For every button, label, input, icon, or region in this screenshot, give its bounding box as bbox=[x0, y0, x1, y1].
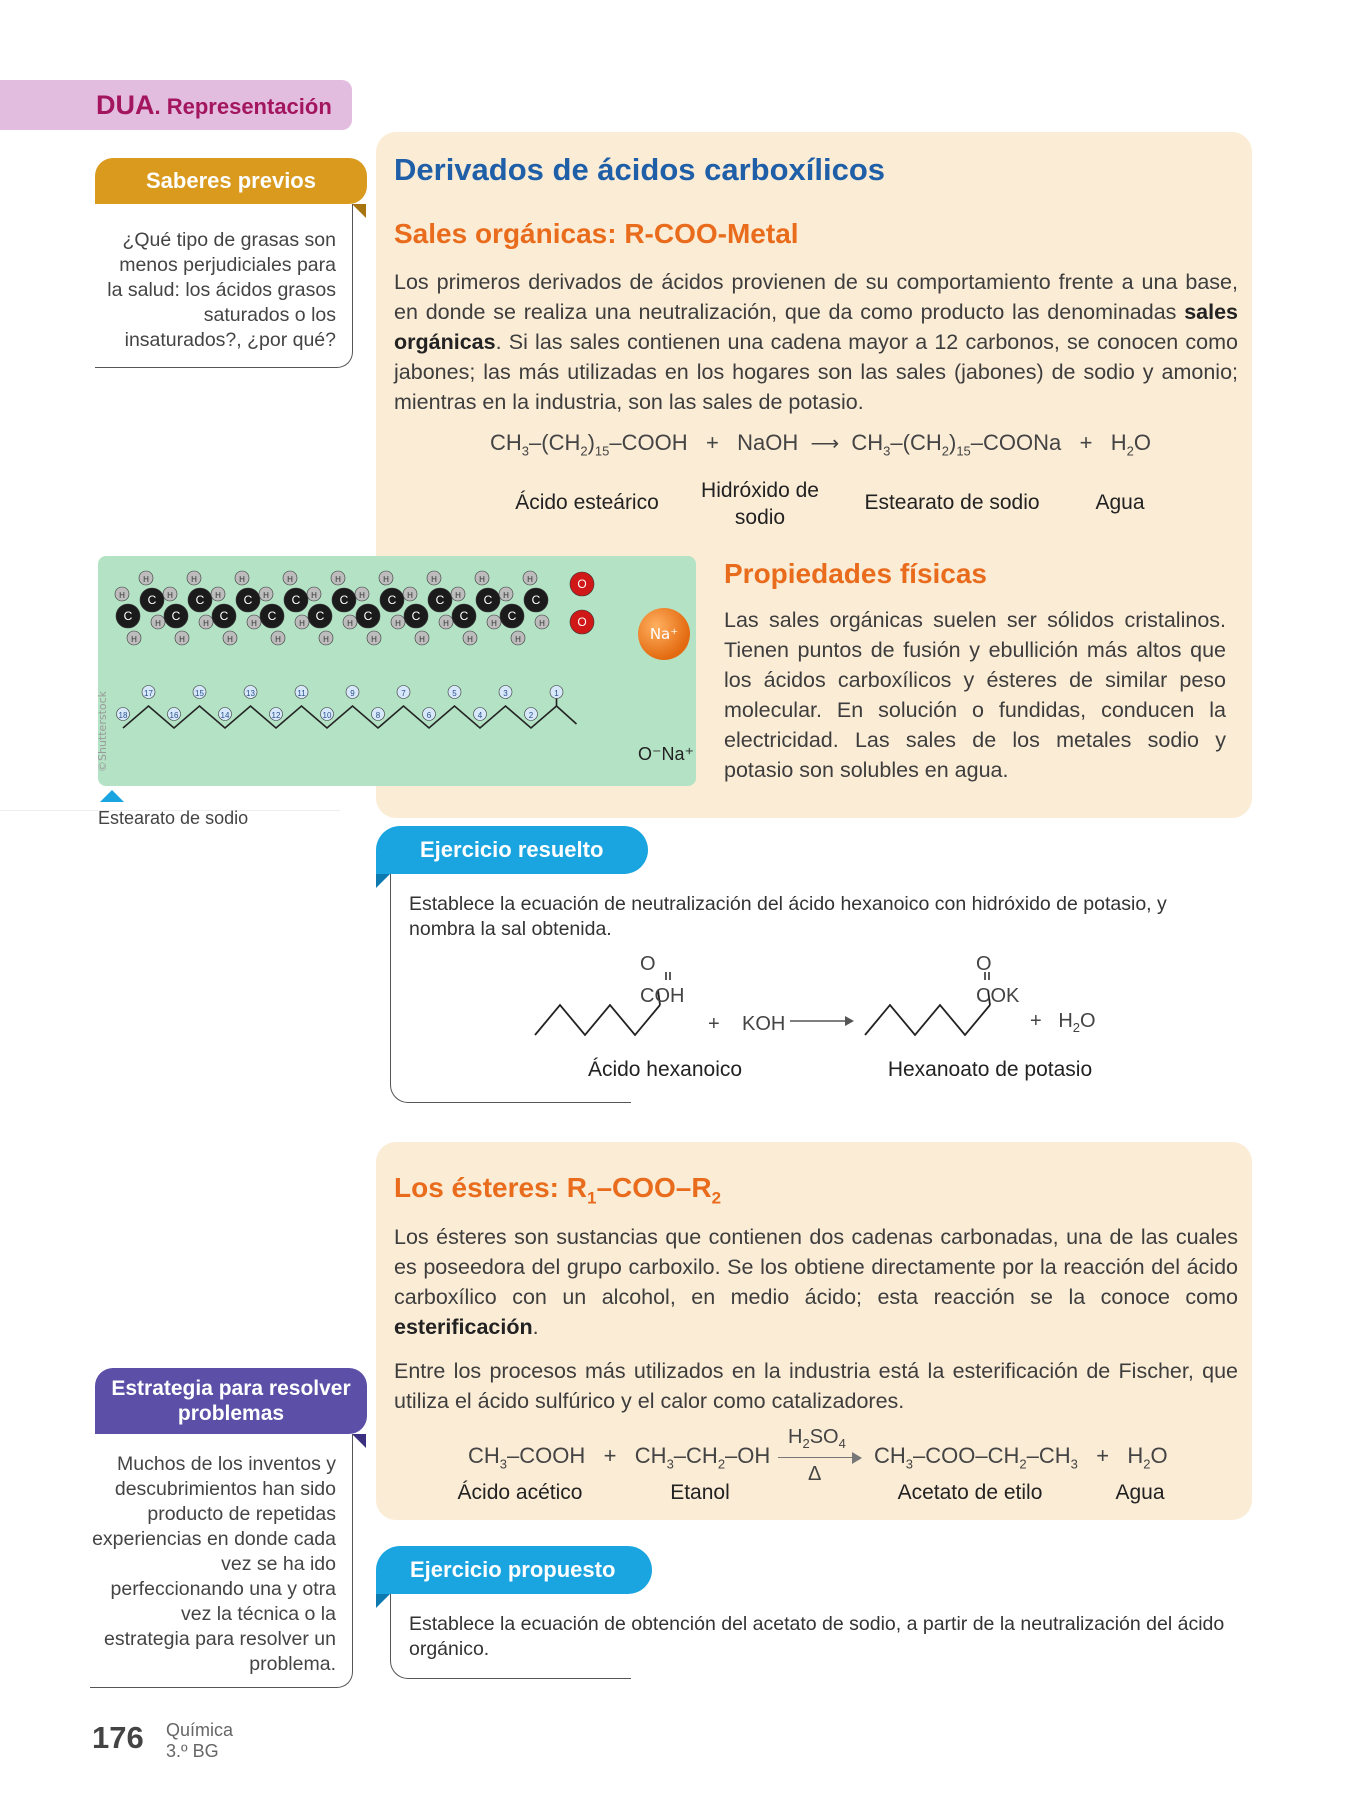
dua-prefix: DUA bbox=[96, 90, 155, 120]
carbon-atom-label: C bbox=[387, 593, 397, 607]
saberes-box bbox=[95, 204, 353, 368]
hydrogen-atom-label: H bbox=[539, 619, 545, 628]
carbon-atom-label: C bbox=[243, 593, 253, 607]
ejercicio-propuesto-title: Ejercicio propuesto bbox=[410, 1557, 616, 1582]
hydrogen-atom-label: H bbox=[347, 619, 353, 628]
chain-number-label: 11 bbox=[297, 689, 306, 698]
chain-number-label: 18 bbox=[118, 711, 128, 720]
hydrogen-atom-label: H bbox=[419, 635, 425, 644]
dua-suffix: . Representación bbox=[154, 94, 332, 119]
hydrogen-atom-label: H bbox=[167, 591, 173, 600]
chain-number-label: 4 bbox=[477, 711, 483, 720]
carbon-atom-label: C bbox=[267, 609, 277, 623]
estrategia-tab bbox=[95, 1368, 367, 1434]
sales-bold: sales orgánicas bbox=[394, 300, 1238, 354]
chain-number-label: 16 bbox=[169, 711, 179, 720]
carbon-atom-label: C bbox=[171, 609, 181, 623]
hydrogen-atom-label: H bbox=[299, 619, 305, 628]
oxygen-atom-label: O bbox=[577, 577, 587, 591]
stearate-model bbox=[98, 556, 696, 786]
chain-number-label: 6 bbox=[426, 711, 432, 720]
hydrogen-atom-label: H bbox=[191, 575, 197, 584]
ejercicio-resuelto-title: Ejercicio resuelto bbox=[420, 837, 604, 862]
page-title: Derivados de ácidos carboxílicos bbox=[394, 152, 886, 187]
estrategia-title: Estrategia para resolver problemas bbox=[111, 1377, 351, 1425]
esteres-text-2: . bbox=[532, 1315, 539, 1339]
koh: KOH bbox=[742, 1013, 786, 1035]
esteres-heading: Los ésteres: $R_1-COO-R_2$ bbox=[394, 1172, 722, 1208]
esteres-paragraph-1 bbox=[394, 1222, 1238, 1342]
ester-reactants: $CH_3$–COOH + $CH_3-CH_2-OH$ bbox=[468, 1443, 771, 1472]
dua-banner bbox=[0, 80, 352, 130]
hydrogen-atom-label: H bbox=[491, 619, 497, 628]
esteres-text-1: Los ésteres son sustancias que contienen dos cadenas carbonadas, una de las cuales es poseedora del grupo carboxilo. Se los obtiene directamente por la reacción del ácido carboxílico con un alcohol, en medio ácido; esta reacción se la conoce como bbox=[394, 1225, 1238, 1309]
estrategia-text: Muchos de los inventos y descubrimientos han sido producto de repetidas experiencias en donde cada vez se ha ido perfeccionando una y otra vez la técnica o la estrategia para resolver un problema. bbox=[92, 1453, 336, 1675]
catalyst: $H_2SO_4$ bbox=[788, 1426, 846, 1451]
na-ball bbox=[638, 608, 690, 660]
ester-arrow-head-icon bbox=[852, 1452, 862, 1464]
chain-number-label: 2 bbox=[528, 711, 534, 720]
oxygen-atom-label: O bbox=[577, 615, 587, 629]
carbon-atom-label: C bbox=[531, 593, 541, 607]
saberes-tab bbox=[95, 158, 367, 204]
ejercicio-resuelto-text: Establece la ecuación de neutralización del ácido hexanoico con hidróxido de potasio, y nombra la sal obtenida. bbox=[409, 893, 1167, 940]
plus-1: + bbox=[708, 1013, 720, 1035]
hydrogen-atom-label: H bbox=[407, 591, 413, 600]
hydrogen-atom-label: H bbox=[455, 591, 461, 600]
saberes-title: Saberes previos bbox=[146, 168, 316, 193]
esteres-paragraph-2: Entre los procesos más utilizados en la industria está la esterificación de Fischer, que utiliza el ácido sulfúrico y el calor como catalizadores. bbox=[394, 1359, 1238, 1413]
caption-marker-icon bbox=[100, 790, 124, 802]
hydrogen-atom-label: H bbox=[311, 591, 317, 600]
hydrogen-atom-label: H bbox=[467, 635, 473, 644]
carbon-atom-label: C bbox=[363, 609, 373, 623]
chain-number-label: 14 bbox=[220, 711, 230, 720]
ion-label: O⁻Na⁺ bbox=[638, 744, 695, 764]
hydrogen-atom-label: H bbox=[215, 591, 221, 600]
delta: Δ bbox=[808, 1463, 822, 1485]
hydrogen-atom-label: H bbox=[443, 619, 449, 628]
hydrogen-atom-label: H bbox=[335, 575, 341, 584]
footer-grade: 3.º BG bbox=[166, 1741, 219, 1761]
chain-number-label: 5 bbox=[452, 689, 457, 698]
hydrogen-atom-label: H bbox=[527, 575, 533, 584]
chain-number-label: 17 bbox=[144, 689, 153, 698]
skeletal-chain bbox=[123, 706, 557, 728]
carbon-atom-label: C bbox=[315, 609, 325, 623]
ejercicio-propuesto-tab bbox=[376, 1546, 652, 1594]
ester-arrow bbox=[778, 1457, 854, 1458]
figure-caption: Estearato de sodio bbox=[98, 808, 249, 828]
saberes-tab-fold bbox=[352, 204, 366, 218]
hydrogen-atom-label: H bbox=[203, 619, 209, 628]
hydrogen-atom-label: H bbox=[275, 635, 281, 644]
hydrogen-atom-label: H bbox=[515, 635, 521, 644]
hexanoate-cook: COK bbox=[976, 985, 1020, 1007]
water-2: + $H_2O$ bbox=[1030, 1010, 1096, 1035]
chain-number-label: 12 bbox=[271, 711, 281, 720]
carbon-atom-label: C bbox=[339, 593, 349, 607]
carboxylate-bond bbox=[557, 706, 577, 724]
hydrogen-atom-label: H bbox=[395, 619, 401, 628]
hydrogen-atom-label: H bbox=[383, 575, 389, 584]
chain-number-label: 7 bbox=[401, 689, 406, 698]
stearate-figure bbox=[98, 556, 696, 786]
label-acido-estearico: Ácido esteárico bbox=[515, 491, 659, 514]
carbon-atom-label: C bbox=[195, 593, 205, 607]
hydrogen-atom-label: H bbox=[131, 635, 137, 644]
hydrogen-atom-label: H bbox=[179, 635, 185, 644]
hydrogen-atom-label: H bbox=[479, 575, 485, 584]
hydrogen-atom-label: H bbox=[155, 619, 161, 628]
resuelto-fold bbox=[376, 874, 390, 888]
carbon-atom-label: C bbox=[147, 593, 157, 607]
ejercicio-propuesto-text: Establece la ecuación de obtención del acetato de sodio, a partir de la neutralización del ácido orgánico. bbox=[409, 1613, 1225, 1660]
propuesto-fold bbox=[376, 1594, 390, 1608]
carbon-atom-label: C bbox=[219, 609, 229, 623]
chain-number-label: 8 bbox=[375, 711, 381, 720]
hydrogen-atom-label: H bbox=[359, 591, 365, 600]
sales-text-2: . Si las sales contienen una cadena mayor a 12 carbonos, se conocen como jabones; las más utilizadas en los hogares son las sales (jabones) de sodio y amonio; mientras en la industria, son las sales de potasio. bbox=[394, 330, 1238, 414]
hydrogen-atom-label: H bbox=[227, 635, 233, 644]
label-etanol: Etanol bbox=[670, 1481, 730, 1504]
carbon-atom-label: C bbox=[123, 609, 133, 623]
label-hexanoato-potasio: Hexanoato de potasio bbox=[887, 1058, 1093, 1081]
chain-number-label: 9 bbox=[350, 689, 355, 698]
label-acido-hexanoico: Ácido hexanoico bbox=[587, 1058, 743, 1081]
saberes-text: ¿Qué tipo de grasas son menos perjudiciales para la salud: los ácidos grasos saturados o los insaturados?, ¿por qué? bbox=[107, 229, 336, 351]
hydrogen-atom-label: H bbox=[119, 591, 125, 600]
carbon-atom-label: C bbox=[411, 609, 421, 623]
sales-text-1: Los primeros derivados de ácidos provienen de su comportamiento frente a una base, en donde se realiza una neutralización, que da como producto las denominadas bbox=[394, 270, 1238, 324]
carbon-atom-label: C bbox=[459, 609, 469, 623]
ester-products: $CH_3-COO-CH_2-CH_3 + H_2O$ bbox=[874, 1443, 1168, 1472]
hexanoic-cooh: COH bbox=[640, 985, 685, 1007]
chain-number-label: 3 bbox=[503, 689, 508, 698]
sales-paragraph bbox=[394, 267, 1238, 417]
chain-number-label: 1 bbox=[554, 689, 559, 698]
carbon-atom-label: C bbox=[291, 593, 301, 607]
stearic-equation: $CH_3-(CH_2)_{15}$–COOH + NaOH ⟶ $CH_3-(CH_2)_{15}$–COONa + $H_2O$ bbox=[490, 430, 1152, 459]
hydrogen-atom-label: H bbox=[287, 575, 293, 584]
hydrogen-atom-label: H bbox=[371, 635, 377, 644]
label-agua-1: Agua bbox=[1095, 491, 1145, 514]
sales-heading: Sales orgánicas: R-COO-Metal bbox=[394, 218, 799, 249]
ejercicio-resuelto-tab bbox=[376, 826, 648, 874]
hydrogen-atom-label: H bbox=[263, 591, 269, 600]
estrategia-box bbox=[90, 1434, 353, 1688]
carbon-atom-label: C bbox=[483, 593, 493, 607]
propiedades-heading: Propiedades físicas bbox=[724, 558, 988, 589]
credit: ©Shutterstock bbox=[96, 690, 109, 772]
label-agua-3: Agua bbox=[1115, 1481, 1165, 1504]
footer-subject: Química bbox=[166, 1720, 234, 1740]
chain-number-label: 10 bbox=[322, 711, 332, 720]
hydrogen-atom-label: H bbox=[251, 619, 257, 628]
propiedades-text: Las sales orgánicas suelen ser sólidos cristalinos. Tienen puntos de fusión y ebullición más altos que los ácidos carboxílicos y ésteres de similar peso molecular. En solución o fundidas, conducen la electricidad. Las sales de los metales sodio y potasio son solubles en agua. bbox=[724, 608, 1226, 782]
hexanoic-reaction bbox=[530, 950, 1130, 1050]
carbon-atom-label: C bbox=[507, 609, 517, 623]
hydrogen-atom-label: H bbox=[503, 591, 509, 600]
na-label: Na⁺ bbox=[649, 625, 679, 643]
hexanoic-o-2: O bbox=[976, 953, 992, 975]
label-acido-acetico: Ácido acético bbox=[457, 1481, 583, 1504]
chain-number-label: 13 bbox=[246, 689, 255, 698]
label-estearato-sodio: Estearato de sodio bbox=[864, 491, 1040, 514]
carbon-atom-label: C bbox=[435, 593, 445, 607]
hydrogen-atom-label: H bbox=[431, 575, 437, 584]
hydrogen-atom-label: H bbox=[143, 575, 149, 584]
page-number: 176 bbox=[92, 1720, 144, 1755]
hexanoic-o-1: O bbox=[640, 953, 656, 975]
esteres-bold: esterificación bbox=[394, 1315, 533, 1339]
hydrogen-atom-label: H bbox=[323, 635, 329, 644]
chain-number-label: 15 bbox=[195, 689, 204, 698]
estrategia-fold bbox=[352, 1434, 366, 1448]
label-hidroxido-sodio: Hidróxido de sodio bbox=[701, 479, 819, 529]
label-acetato-etilo: Acetato de etilo bbox=[897, 1481, 1043, 1504]
hydrogen-atom-label: H bbox=[239, 575, 245, 584]
